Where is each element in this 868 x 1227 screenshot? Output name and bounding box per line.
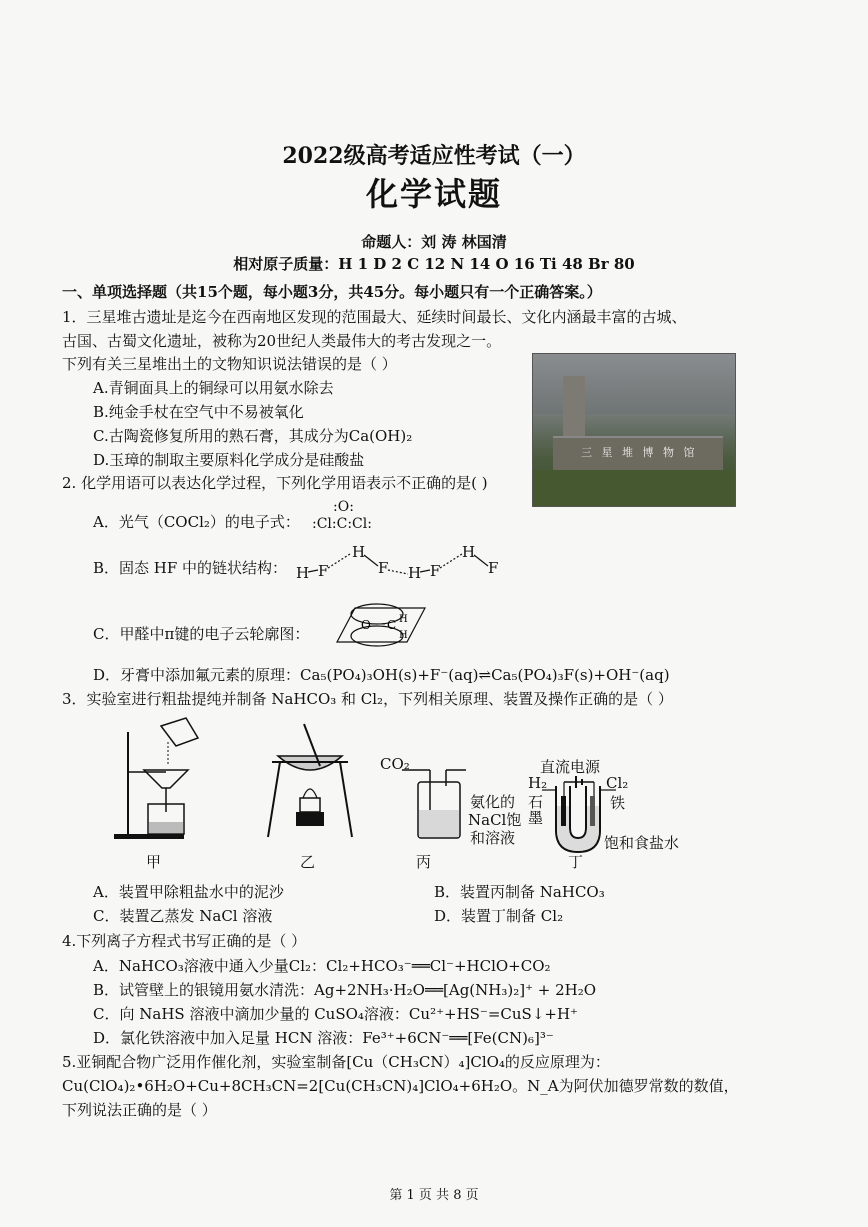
q1-stem-line3: 下列有关三星堆出土的文物知识说法错误的是（ ）: [62, 355, 397, 373]
svg-text:H: H: [296, 564, 310, 582]
power-label: 直流电源: [540, 758, 601, 776]
svg-text:O: O: [361, 618, 371, 632]
photo-caption: 三 星 堆 博 物 馆: [581, 446, 698, 459]
svg-text:F: F: [318, 562, 329, 580]
q5-stem-line2: Cu(ClO₄)₂•6H₂O+Cu+8CH₃CN=2[Cu(CH₃CN)₄]ClO₄+6H₂O。N_A为阿伏加德罗常数的数值，: [62, 1077, 739, 1095]
solution-label-2: NaCl饱: [468, 811, 522, 829]
svg-text:F: F: [378, 559, 389, 577]
svg-text:F: F: [430, 562, 441, 580]
apparatus-yi: [260, 722, 360, 842]
q3-option-d: D．装置丁制备 Cl₂: [434, 907, 564, 925]
q1-option-c: C.古陶瓷修复所用的熟石膏，其成分为Ca(OH)₂: [93, 427, 413, 445]
co2-label: CO₂: [380, 755, 410, 773]
exam-title: 2022级高考适应性考试（一）: [282, 143, 586, 169]
q4-option-b: B．试管壁上的银镜用氨水清洗：Ag+2NH₃·H₂O══[Ag(NH₃)₂]⁺ + 2H₂O: [93, 981, 597, 999]
svg-text:F: F: [488, 559, 499, 577]
q1-stem-line2: 古国、古蜀文化遗址，被称为20世纪人类最伟大的考古发现之一。: [62, 332, 502, 350]
label-jia: 甲: [146, 853, 162, 871]
graphite-label-2: 墨: [528, 809, 544, 827]
atomic-masses-line: 相对原子质量：H 1 D 2 C 12 N 14 O 16 Ti 48 Br 80: [233, 255, 635, 273]
graphite-label-1: 石: [528, 793, 544, 811]
q2-option-a: A．光气（COCl₂）的电子式：: [93, 513, 300, 531]
solution-label-3: 和溶液: [470, 829, 516, 847]
pi-bond-diagram: [325, 598, 435, 652]
hf-chain-diagram: [290, 540, 515, 590]
q1-option-b: B.纯金手杖在空气中不易被氧化: [93, 403, 304, 421]
q3-option-b: B．装置丙制备 NaHCO₃: [434, 883, 605, 901]
h2-label: H₂: [528, 774, 548, 792]
q4-option-c: C．向 NaHS 溶液中滴加少量的 CuSO₄溶液：Cu²⁺+HS⁻=CuS↓+H⁺: [93, 1005, 578, 1023]
label-bing: 丙: [416, 853, 432, 871]
label-yi: 乙: [300, 853, 316, 871]
q3-option-a: A．装置甲除粗盐水中的泥沙: [93, 883, 284, 901]
sanxingdui-museum-photo: [532, 353, 736, 507]
apparatus-jia: [106, 712, 211, 842]
label-ding: 丁: [568, 853, 584, 871]
q5-stem-line1: 5.亚铜配合物广泛用作催化剂，实验室制备[Cu（CH₃CN）₄]ClO₄的反应原理为：: [62, 1053, 610, 1071]
svg-text:H: H: [462, 543, 476, 561]
q1-option-a: A.青铜面具上的铜绿可以用氨水除去: [93, 379, 334, 397]
lewis-mid: :Cl:C:Cl:: [312, 516, 372, 532]
section-heading: 一、单项选择题（共15个题，每小题3分，共45分。每小题只有一个正确答案。）: [62, 283, 602, 301]
q3-option-c: C．装置乙蒸发 NaCl 溶液: [93, 907, 273, 925]
lewis-top: :O:: [333, 499, 354, 515]
page-footer: 第 1 页 共 8 页: [389, 1188, 479, 1203]
q1-stem-line1: 1．三星堆古遗址是迄今在西南地区发现的范围最大、延续时间最长、文化内涵最丰富的古城、: [62, 308, 687, 326]
q1-option-d: D.玉璋的制取主要原料化学成分是硅酸盐: [93, 451, 365, 469]
q2-option-d: D．牙膏中添加氟元素的原理：Ca₅(PO₄)₃OH(s)+F⁻(aq)⇌Ca₅(PO₄)₃F(s)+OH⁻(aq): [93, 666, 670, 684]
svg-text:H: H: [399, 630, 408, 641]
q2-option-b: B．固态 HF 中的链状结构：: [93, 559, 288, 577]
subject-title: 化学试题: [365, 175, 502, 213]
q4-stem: 4.下列离子方程式书写正确的是（ ）: [62, 932, 307, 950]
svg-text:H: H: [408, 564, 422, 582]
q4-option-d: D．氯化铁溶液中加入足量 HCN 溶液：Fe³⁺+6CN⁻══[Fe(CN)₆]³⁻: [93, 1029, 554, 1047]
q2-option-c: C．甲醛中π键的电子云轮廓图：: [93, 625, 310, 643]
svg-text:H: H: [399, 614, 408, 625]
svg-text:H: H: [352, 543, 366, 561]
brine-label: 饱和食盐水: [604, 834, 680, 852]
q2-stem: 2. 化学用语可以表达化学过程，下列化学用语表示不正确的是( ): [62, 474, 488, 492]
svg-text:C: C: [387, 618, 397, 632]
solution-label-1: 氨化的: [470, 793, 516, 811]
iron-label: 铁: [610, 794, 626, 812]
apparatus-bing: [400, 760, 470, 842]
authors-line: 命题人：刘 涛 林国清: [361, 233, 507, 251]
q4-option-a: A．NaHCO₃溶液中通入少量Cl₂：Cl₂+HCO₃⁻══Cl⁻+HClO+CO₂: [93, 957, 551, 975]
q5-stem-line3: 下列说法正确的是（ ）: [62, 1101, 217, 1119]
cl2-label: Cl₂: [606, 774, 629, 792]
q3-stem: 3．实验室进行粗盐提纯并制备 NaHCO₃ 和 Cl₂，下列相关原理、装置及操作正确的是（ ）: [62, 690, 673, 708]
